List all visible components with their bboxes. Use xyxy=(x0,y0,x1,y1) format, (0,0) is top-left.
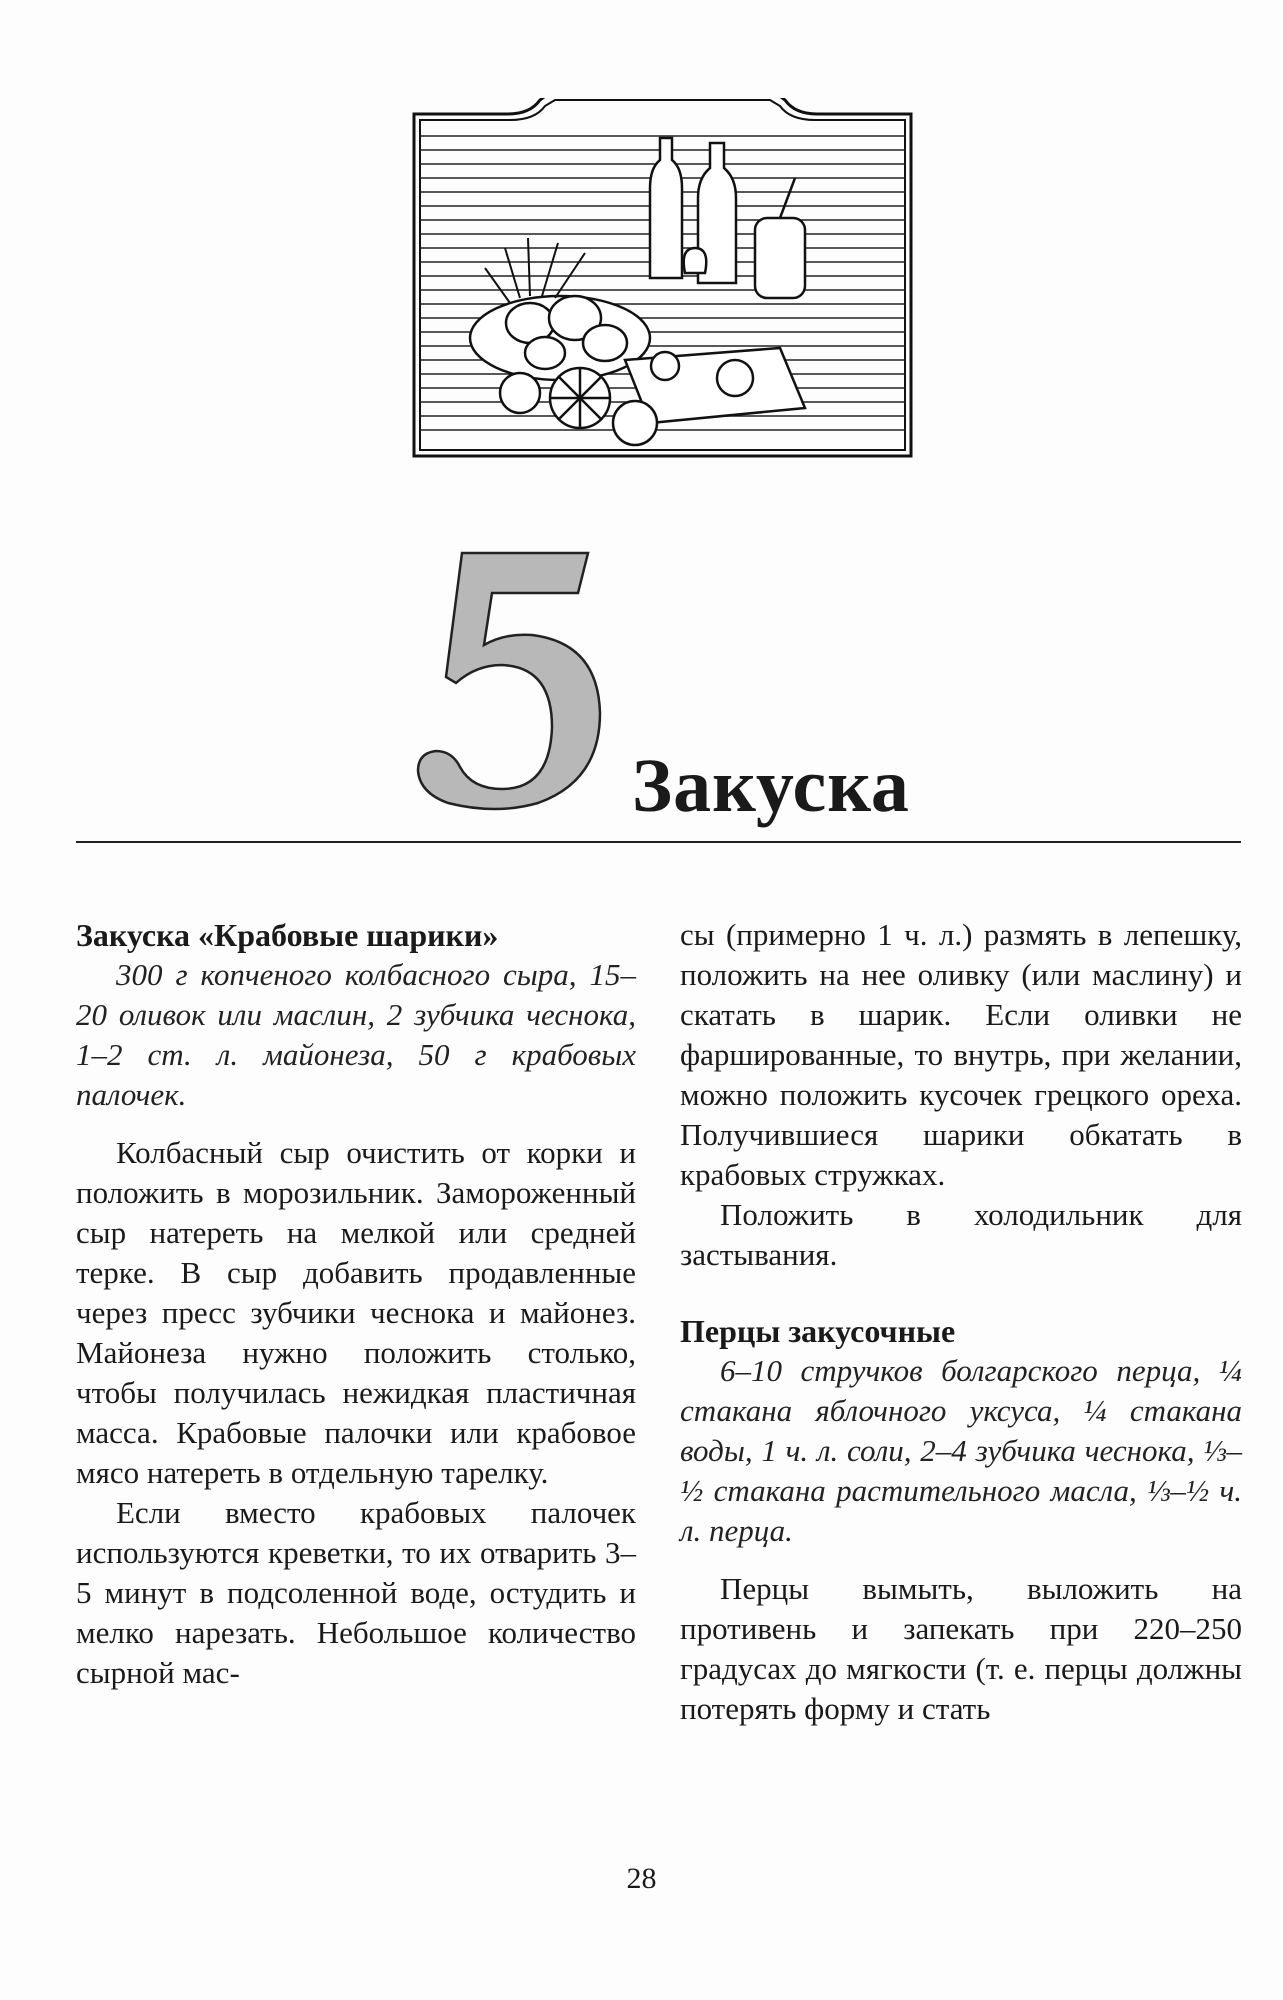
paragraph: Перцы вымыть, выложить на противень и запекать при 220–250 градусах до мягкости (т. е. перцы должны потерять форму и стать xyxy=(680,1571,1242,1726)
ingredients-crab-balls: 300 г копченого колбасного сыра, 15–20 оливок или маслин, 2 зубчика чеснока, 1–2 ст. л. майонеза, 50 г крабовых палочек. xyxy=(76,957,636,1112)
left-column xyxy=(76,915,636,1693)
chapter-illustration xyxy=(410,98,915,460)
page-number: 28 xyxy=(626,1862,657,1895)
paragraph: Положить в холодильник для застывания. xyxy=(680,1197,1242,1272)
paragraph-continuation: сы (примерно 1 ч. л.) размять в лепешку, положить на нее оливку (или маслину) и скатать в шарик. Если оливки не фаршированные, то внутрь, при желании, можно положить кусочек грецкого ореха. Получившиеся шарики обкатать в крабовых стружках. xyxy=(680,917,1242,1192)
recipe-title-crab-balls: Закуска «Крабовые шарики» xyxy=(76,917,499,953)
paragraph: Если вместо крабовых палочек используются креветки, то их отварить 3–5 минут в подсоленной воде, остудить и мелко нарезать. Небольшое количество сырной мас- xyxy=(76,1495,636,1690)
right-column xyxy=(680,915,1242,1729)
chapter-title: Закуска xyxy=(632,744,910,828)
ingredients-peppers: 6–10 стручков болгарского перца, ¼ стакана яблочного уксуса, ¼ стакана воды, 1 ч. л. соли, 2–4 зубчика чеснока, ⅓–½ стакана растительного масла, ⅓–½ ч. л. перца. xyxy=(680,1353,1242,1548)
chapter-divider xyxy=(76,841,1241,843)
recipe-title-peppers: Перцы закусочные xyxy=(680,1313,956,1349)
chapter-number-graphic xyxy=(410,545,610,815)
paragraph: Колбасный сыр очистить от корки и положить в морозильник. Замороженный сыр натереть на мелкой или средней терке. В сыр добавить продавленные через пресс зубчики чеснока и майонез. Майонеза нужно положить столько, чтобы получилась нежидкая пластичная масса. Крабовые палочки или крабовое мясо натереть в отдельную тарелку. xyxy=(76,1135,636,1490)
section-spacer xyxy=(680,1275,1242,1311)
